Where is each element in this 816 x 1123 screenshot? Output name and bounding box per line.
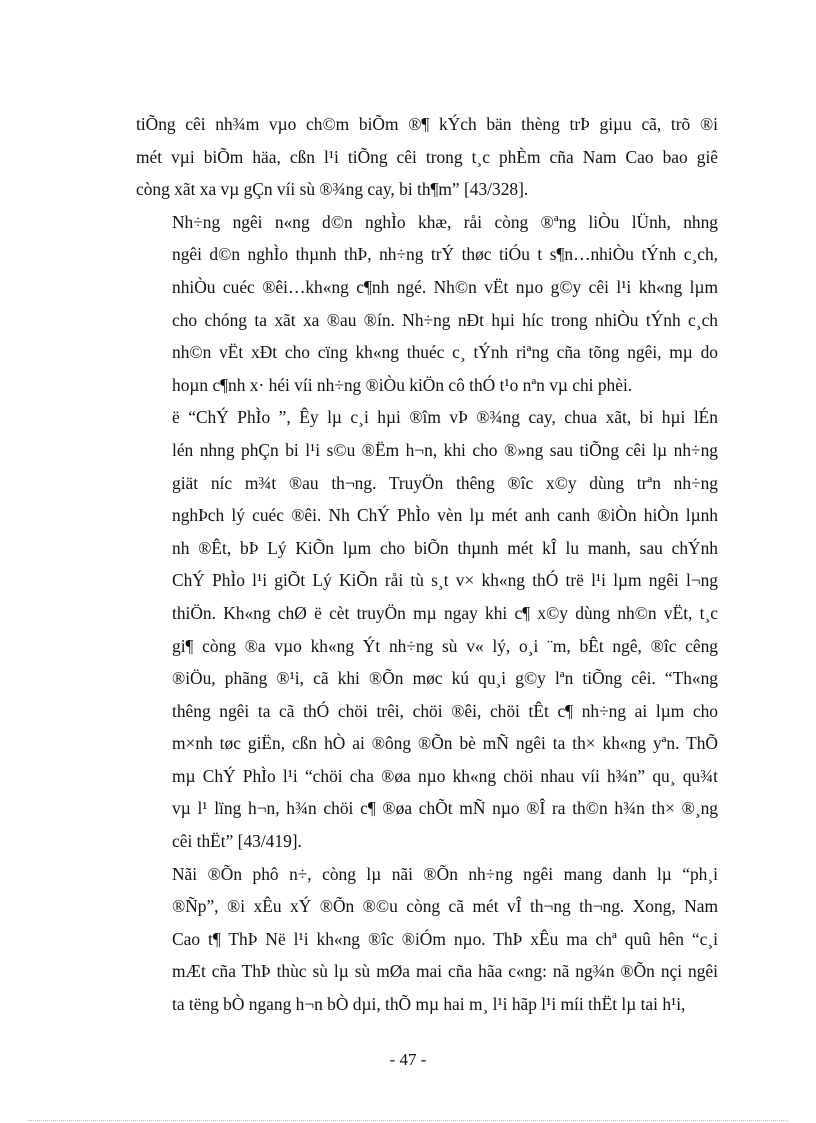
text-line: mét vµi biÕm häa, cßn l¹i tiÕng cêi trong t¸c phÈm cña Nam Cao bao giê: [136, 146, 718, 167]
document-body: [136, 108, 718, 1021]
text-line: nhiÒu cuéc ®êi…kh«ng c¶nh ngé. Nh©n vËt nµo g©y cêi l¹i kh«ng lµm: [172, 276, 718, 297]
text-line: còng xãt xa vµ gÇn víi sù ®¾ng cay, bi th¶m” [43/328].: [136, 179, 529, 200]
text-line: mÆt cña ThÞ thùc sù lµ sù mØa mai cña hãa c«ng: nã ng¾n ®Õn nçi ngêi: [172, 961, 718, 982]
text-line: gi¶ còng ®a vµo kh«ng Ýt nh÷ng sù v« lý, o¸i ¨m, bÊt ngê, ®îc cêng: [172, 635, 718, 656]
text-line: hoµn c¶nh x· héi víi nh÷ng ®iÒu kiÖn cô thÓ t¹o nªn vµ chi phèi.: [172, 374, 633, 395]
paragraph: [136, 108, 718, 206]
text-line: ®Ñp”, ®i xÊu xÝ ®Õn ®©u còng cã mét vÎ th¬ng th¬ng. Xong, Nam: [172, 896, 718, 917]
text-line: thiÖn. Kh«ng chØ ë cèt truyÖn mµ ngay khi c¶ x©y dùng nh©n vËt, t¸c: [172, 602, 718, 623]
text-line: nh ®Êt, bÞ Lý KiÕn lµm cho biÕn thµnh mét kÎ lu manh, sau chÝnh: [172, 537, 718, 558]
page-number: - 47 -: [389, 1050, 427, 1069]
text-line: ta tëng bÒ ngang h¬n bÒ dµi, thÕ mµ hai m¸ l¹i hãp l¹i míi thËt lµ tai h¹i,: [172, 994, 686, 1015]
text-line: nh©n vËt xÐt cho cïng kh«ng thuéc c¸ tÝnh riªng cña tõng ngêi, mµ do: [172, 342, 718, 363]
paragraph: [136, 401, 718, 857]
text-line: cêi thËt” [43/419].: [172, 831, 302, 852]
text-line: ngêi d©n nghÌo thµnh thÞ, nh÷ng trÝ thøc tiÓu t s¶n…nhiÒu tÝnh c¸ch,: [172, 244, 718, 265]
text-line: giät níc m¾t ®au th¬ng. TruyÖn thêng ®îc x©y dùng trªn nh÷ng: [172, 472, 718, 493]
paragraph: [136, 206, 718, 402]
text-line: ë “ChÝ PhÌo ”, Êy lµ c¸i hµi ®îm vÞ ®¾ng cay, chua xãt, bi hµi lÉn: [172, 407, 718, 428]
text-line: thêng ngêi ta cã thÓ chöi trêi, chöi ®êi, chöi tÊt c¶ nh÷ng ai lµm cho: [172, 700, 718, 721]
text-line: nghÞch lý cuéc ®êi. Nh ChÝ PhÌo vèn lµ mét anh canh ®iÒn hiÒn lµnh: [172, 505, 718, 526]
text-line: m×nh tøc giËn, cßn hÒ ai ®ông ®Õn bè mÑ ngêi ta th× kh«ng yªn. ThÕ: [172, 733, 718, 754]
text-line: vµ l¹ lïng h¬n, h¾n chöi c¶ ®øa chÕt mÑ nµo ®Î ra th©n h¾n th× ®¸ng: [172, 798, 718, 819]
text-line: Cao t¶ ThÞ Në l¹i kh«ng ®îc ®iÓm nµo. ThÞ xÊu ma chª quû hên “c¸i: [172, 928, 718, 949]
text-line: Nãi ®Õn phô n÷, còng lµ nãi ®Õn nh÷ng ngêi mang danh lµ “ph¸i: [172, 863, 718, 884]
text-line: ®iÖu, phãng ®¹i, cã khi ®Õn møc kú qu¸i g©y lªn tiÕng cêi. “Th«ng: [172, 668, 718, 689]
footer-divider: [28, 1120, 788, 1121]
text-line: tiÕng cêi nh¾m vµo ch©m biÕm ®¶ kÝch bän thèng trÞ giµu cã, trõ ®i: [136, 114, 718, 134]
paragraph: [136, 858, 718, 1021]
text-line: mµ ChÝ PhÌo l¹i “chöi cha ®øa nµo kh«ng chöi nhau víi h¾n” qu¸ qu¾t: [172, 765, 718, 786]
text-line: ChÝ PhÌo l¹i giÕt Lý KiÕn råi tù s¸t v× kh«ng thÓ trë l¹i lµm ngêi l¬ng: [172, 570, 718, 591]
text-line: cho chóng ta xãt xa ®au ®ín. Nh÷ng nÐt hµi híc trong nhiÒu tÝnh c¸ch: [172, 309, 718, 330]
text-line: lén nhng phÇn bi l¹i s©u ®Ëm h¬n, khi cho ®»ng sau tiÕng cêi lµ nh÷ng: [172, 439, 718, 460]
text-line: Nh÷ng ngêi n«ng d©n nghÌo khæ, råi còng ®ªng liÒu lÜnh, nhng: [172, 211, 718, 232]
